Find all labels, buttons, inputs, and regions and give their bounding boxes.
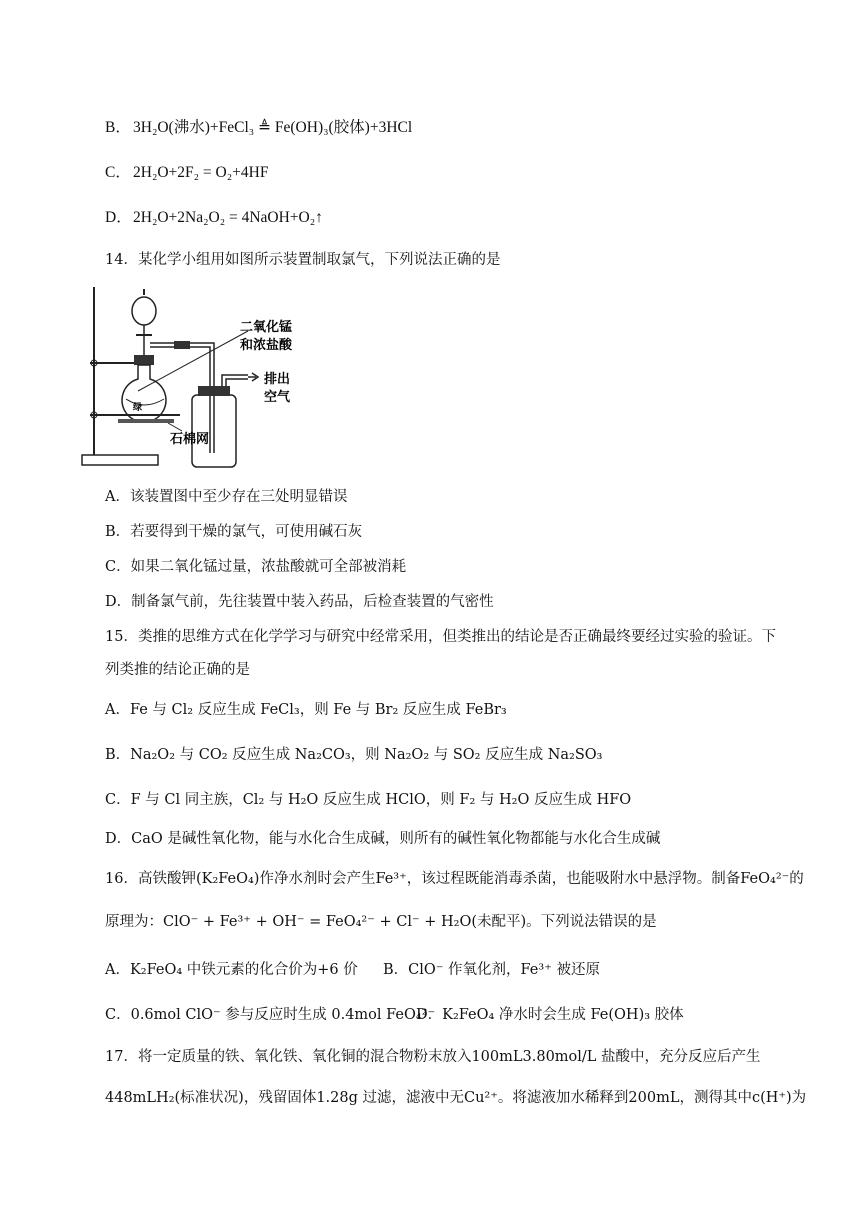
q15-stem-line1: 15．类推的思维方式在化学学习与研究中经常采用，但类推出的结论是否正确最终要经过实验的验证。下 [105,629,776,645]
label-reagent-2: 和浓盐酸 [240,338,293,353]
q14-option-c: C．如果二氧化锰过量，浓盐酸就可全部被消耗 [105,559,407,575]
separatory-funnel [132,297,156,325]
q16-option-a: A．K₂FeO₄ 中铁元素的化合价为+6 价 [105,962,358,978]
q13-option-d: D． [105,209,132,226]
q16-stem-line1: 16．高铁酸钾(K₂FeO₄)作净水剂时会产生Fe³⁺，该过程既能消毒杀菌，也能吸附水中悬浮物。制备FeO₄²⁻的 [105,871,804,887]
q15-option-c: C．F 与 Cl 同主族，Cl₂ 与 H₂O 反应生成 HClO，则 F₂ 与 H₂O 反应生成 HFO [105,792,632,808]
label-exhaust-1: 排出 [264,372,291,387]
q16-option-b: B．ClO⁻ 作氧化剂，Fe³⁺ 被还原 [383,962,600,978]
stopper [134,355,154,365]
round-bottom-flask [122,365,166,422]
asbestos-gauze [118,419,174,423]
label-reagent-1: 二氧化锰 [240,320,293,335]
svg-text:绿: 绿 [133,403,143,413]
q16-stem-line2: 原理为：ClO⁻ + Fe³⁺ + OH⁻ = FeO₄²⁻ + Cl⁻ + H₂O(未配平)。下列说法错误的是 [105,914,657,930]
q13-option-b-text: 3H₂O(沸水)+FeCl₃ ≜ Fe(OH)₃(胶体)+3HCl [133,119,413,136]
q15-option-a: A．Fe 与 Cl₂ 反应生成 FeCl₃，则 Fe 与 Br₂ 反应生成 FeBr₃ [105,702,507,718]
bottle-stopper [198,386,230,396]
q15-stem-line2: 列类推的结论正确的是 [105,662,250,678]
q13-option-c: C． [105,164,131,181]
q15-option-b: B．Na₂O₂ 与 CO₂ 反应生成 Na₂CO₃，则 Na₂O₂ 与 SO₂ 反应生成 Na₂SO₃ [105,747,603,763]
q17-stem-line2: 448mLH₂(标准状况)，残留固体1.28g 过滤，滤液中无Cu²⁺。将滤液加水稀释到200mL，测得其中c(H⁺)为 [105,1090,807,1106]
label-exhaust-2: 空气 [264,390,291,405]
label-gauze: 石棉网 [170,432,210,447]
chlorine-apparatus-figure [78,283,338,473]
q13-option-c-text: 2H₂O+2F₂ = O₂+4HF [133,164,269,181]
q16-option-d: D．K₂FeO₄ 净水时会生成 Fe(OH)₃ 胶体 [416,1007,684,1023]
q13-option-d-text: 2H₂O+2Na₂O₂ = 4NaOH+O₂↑ [133,209,323,226]
q14-option-a: A．该装置图中至少存在三处明显错误 [105,489,348,505]
q15-option-d: D．CaO 是碱性氧化物，能与水化合生成碱，则所有的碱性氧化物都能与水化合生成碱 [105,831,661,847]
q16-option-c: C．0.6mol ClO⁻ 参与反应时生成 0.4mol FeO₄²⁻ [105,1007,436,1023]
q14-option-d: D．制备氯气前，先往装置中装入药品，后检查装置的气密性 [105,594,494,610]
q13-option-b: B． [105,119,131,136]
stand-base [82,455,158,465]
q17-stem-line1: 17．将一定质量的铁、氧化铁、氧化铜的混合物粉末放入100mL3.80mol/L 盐酸中，充分反应后产生 [105,1049,761,1065]
q14-option-b: B．若要得到干燥的氯气，可使用碱石灰 [105,524,363,540]
q14-stem: 14．某化学小组用如图所示装置制取氯气，下列说法正确的是 [105,252,501,268]
